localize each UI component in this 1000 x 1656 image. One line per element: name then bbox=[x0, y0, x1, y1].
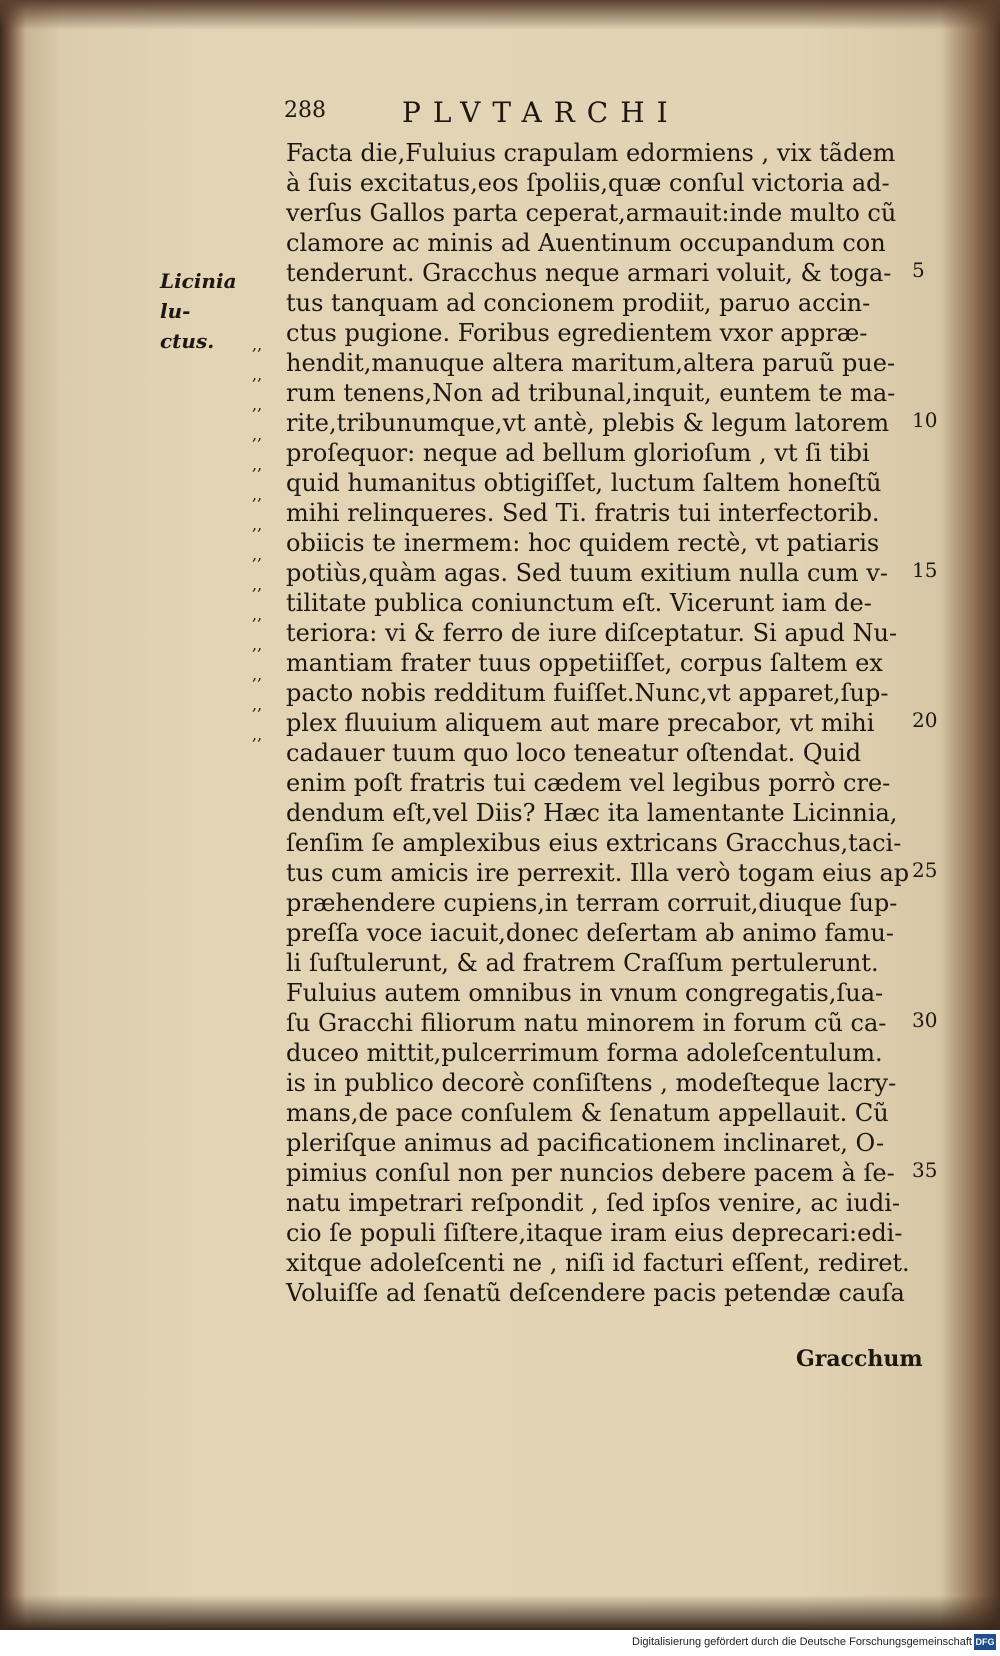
text-line: mihi relinqueres. Sed Ti. fratris tui interfectorib. bbox=[286, 499, 880, 527]
text-line: teriora: vi & ferro de iure diſceptatur. Si apud Nu- bbox=[286, 619, 898, 647]
text-line: ſu Gracchi filiorum natu minorem in forum cũ ca- bbox=[286, 1009, 887, 1037]
text-line: pimius conſul non per nuncios debere pacem à ſe- bbox=[286, 1159, 895, 1187]
line-number: 20 bbox=[912, 708, 938, 732]
text-line: Voluiſſe ad ſenatũ deſcendere pacis petendæ cauſa bbox=[286, 1279, 905, 1307]
text-line: plex fluuium aliquem aut mare precabor, vt mihi bbox=[286, 709, 875, 737]
text-line: obiicis te inermem: hoc quidem rectè, vt patiaris bbox=[286, 529, 880, 557]
quote-mark: ,, bbox=[252, 665, 263, 684]
marginal-note-line-2: ctus. bbox=[160, 329, 215, 353]
text-line: enim poſt fratris tui cædem vel legibus porrò cre- bbox=[286, 769, 891, 797]
text-line: li ſuſtulerunt, & ad fratrem Craſſum pertulerunt. bbox=[286, 949, 879, 977]
text-line: verſus Gallos parta ceperat,armauit:inde multo cũ bbox=[286, 199, 897, 227]
quote-mark: ,, bbox=[252, 485, 263, 504]
digitization-credit: Digitalisierung gefördert durch die Deutsche Forschungsgemeinschaft bbox=[632, 1636, 972, 1648]
quote-mark: ,, bbox=[252, 455, 263, 474]
quotation-marks-column bbox=[252, 330, 282, 750]
text-line: tilitate publica coniunctum eſt. Vicerunt iam de- bbox=[286, 589, 872, 617]
text-line: tus tanquam ad concionem prodiit, paruo accin- bbox=[286, 289, 871, 317]
text-line: tus cum amicis ire perrexit. Illa verò togam eius ap bbox=[286, 859, 910, 887]
text-line: præhendere cupiens,in terram corruit,diuque ſup- bbox=[286, 889, 898, 917]
page-bottom-shadow bbox=[0, 1595, 1000, 1630]
line-number: 30 bbox=[912, 1008, 938, 1032]
quote-mark: ,, bbox=[252, 335, 263, 354]
quote-mark: ,, bbox=[252, 515, 263, 534]
marginal-note-line-1: Licinia lu- bbox=[160, 269, 237, 323]
text-line: Facta die,Fuluius crapulam edormiens , vix tãdem bbox=[286, 139, 896, 167]
text-line: mans,de pace conſulem & ſenatum appellauit. Cũ bbox=[286, 1099, 889, 1127]
quote-mark: ,, bbox=[252, 545, 263, 564]
text-line: ctus pugione. Foribus egredientem vxor appræ- bbox=[286, 319, 868, 347]
text-line: potiùs,quàm agas. Sed tuum exitium nulla cum v- bbox=[286, 559, 888, 587]
text-line: mantiam frater tuus oppetiiſſet, corpus ſaltem ex bbox=[286, 649, 883, 677]
quote-mark: ,, bbox=[252, 725, 263, 744]
running-title: PLVTARCHI bbox=[402, 96, 680, 129]
line-number: 25 bbox=[912, 858, 938, 882]
text-line: cio ſe populi ſiſtere,itaque iram eius deprecari:edi- bbox=[286, 1219, 903, 1247]
text-line: duceo mittit,pulcerrimum forma adoleſcentulum. bbox=[286, 1039, 883, 1067]
quote-mark: ,, bbox=[252, 635, 263, 654]
text-line: preſſa voce iacuit,donec deſertam ab animo famu- bbox=[286, 919, 894, 947]
catchword: Gracchum bbox=[796, 1346, 923, 1372]
text-line: xitque adoleſcenti ne , niſi id facturi eſſent, rediret. bbox=[286, 1249, 910, 1277]
quote-mark: ,, bbox=[252, 695, 263, 714]
body-text bbox=[286, 138, 910, 1308]
dfg-logo: DFG bbox=[974, 1634, 996, 1650]
quote-mark: ,, bbox=[252, 365, 263, 384]
text-line: rum tenens,Non ad tribunal,inquit, euntem te ma- bbox=[286, 379, 896, 407]
text-line: hendit,manuque altera maritum,altera paruũ pue- bbox=[286, 349, 896, 377]
text-line: ſenſim ſe amplexibus eius extricans Gracchus,taci- bbox=[286, 829, 902, 857]
text-line: natu impetrari reſpondit , ſed ipſos venire, ac iudi- bbox=[286, 1189, 900, 1217]
quote-mark: ,, bbox=[252, 605, 263, 624]
text-line: rite,tribunumque,vt antè, plebis & legum latorem bbox=[286, 409, 890, 437]
text-line: Fuluius autem omnibus in vnum congregatis,ſua- bbox=[286, 979, 884, 1007]
line-number: 35 bbox=[912, 1158, 938, 1182]
line-number: 5 bbox=[912, 258, 925, 282]
page-top-shadow bbox=[0, 0, 1000, 30]
page-header bbox=[284, 96, 744, 132]
text-line: cadauer tuum quo loco teneatur oſtendat. Quid bbox=[286, 739, 862, 767]
text-line: is in publico decorè conſiſtens , modeſteque lacry- bbox=[286, 1069, 897, 1097]
quote-mark: ,, bbox=[252, 395, 263, 414]
text-line: pleriſque animus ad pacificationem inclinaret, O- bbox=[286, 1129, 885, 1157]
quote-mark: ,, bbox=[252, 425, 263, 444]
text-line: pacto nobis redditum fuiſſet.Nunc,vt apparet,ſup- bbox=[286, 679, 889, 707]
text-line: quid humanitus obtigiſſet, luctum ſaltem honeſtũ bbox=[286, 469, 882, 497]
text-line: tenderunt. Gracchus neque armari voluit, & toga- bbox=[286, 259, 892, 287]
text-line: clamore ac minis ad Auentinum occupandum con bbox=[286, 229, 886, 257]
quote-mark: ,, bbox=[252, 575, 263, 594]
text-line: dendum eſt,vel Diis? Hæc ita lamentante Licinnia, bbox=[286, 799, 898, 827]
line-number: 10 bbox=[912, 408, 938, 432]
line-number: 15 bbox=[912, 558, 938, 582]
text-line: proſequor: neque ad bellum glorioſum , vt ſi tibi bbox=[286, 439, 870, 467]
page-number: 288 bbox=[284, 98, 326, 123]
text-line: à ſuis excitatus,eos ſpoliis,quæ conſul victoria ad- bbox=[286, 169, 890, 197]
